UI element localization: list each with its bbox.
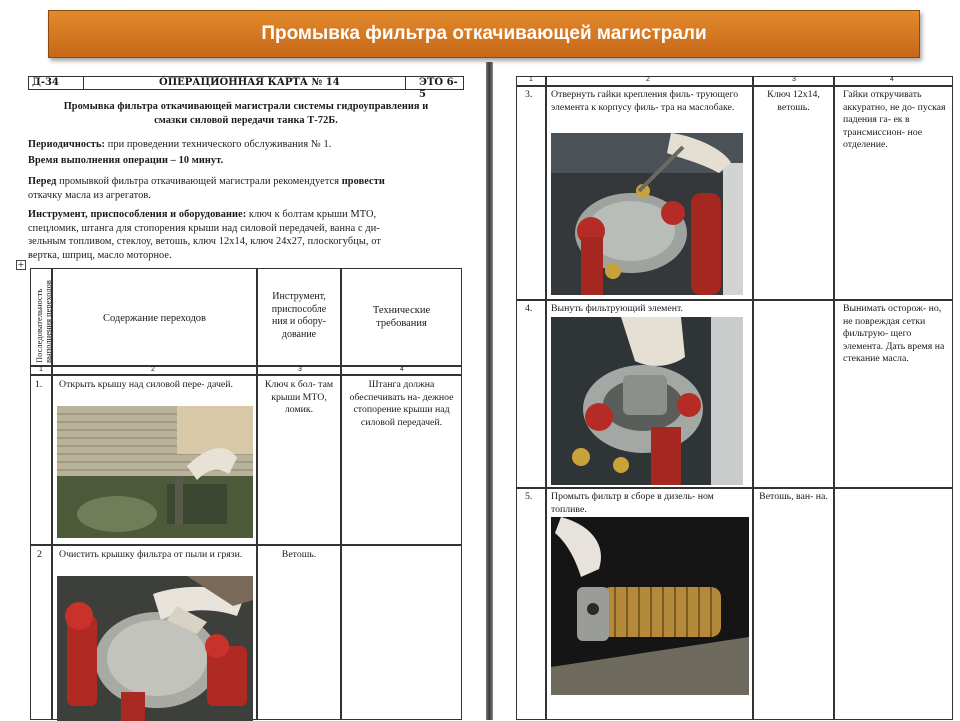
step-requirement: Штанга должна обеспечивать на- дежное стопорение крыши над силовой передачей. bbox=[349, 379, 454, 428]
preparation-note: Перед промывкой фильтра откачивающей магистрали рекомендуется провести откачку масла из агрегатов. bbox=[28, 176, 385, 201]
step-content: Промыть фильтр в сборе в дизель- ном топливе. bbox=[551, 491, 714, 515]
table-row: 2 bbox=[30, 545, 52, 720]
card-header bbox=[28, 76, 464, 100]
step-content: Очистить крышку фильтра от пыли и грязи. bbox=[59, 549, 243, 560]
filter-cover-photo bbox=[57, 576, 253, 721]
operation-card-right bbox=[516, 74, 953, 720]
operation-card-left bbox=[17, 74, 464, 720]
tools-list: Инструмент, приспособления и оборудование: ключ к болтам крыши МТО, спецломик, штанга для стопорения крыши над силовой передачей, ванна с ди- зельным топливом, стеклоу, ветошь, ключ 12x14, ключ 24x27, плоскогубцы, от вертка, шприц, масло моторное. bbox=[28, 209, 381, 261]
step-tool: Ключ к бол- там крыши МТО, ломик. bbox=[264, 379, 334, 415]
table-row: 5. bbox=[516, 488, 546, 720]
steps-table-left bbox=[30, 268, 462, 720]
header-seq: Последовательность выполнения переходов bbox=[30, 268, 52, 366]
col-number: 4 bbox=[890, 76, 894, 83]
step-content: Отвернуть гайки крепления филь- трующего элемента к корпусу филь- тра на маслобаке. bbox=[551, 89, 739, 113]
duration: Время выполнения операции – 10 минут. bbox=[28, 155, 224, 166]
step-requirement: Гайки откручивать аккуратно, не до- пуская падения га- ек в трансмиссион- ное отделение. bbox=[843, 89, 946, 150]
filter-element-removal-photo bbox=[551, 317, 743, 485]
table-row: 1. bbox=[30, 375, 52, 545]
engine-roof-photo bbox=[57, 406, 253, 538]
col-number: 4 bbox=[400, 366, 404, 373]
col-number: 2 bbox=[646, 76, 650, 83]
page-divider bbox=[486, 62, 493, 720]
col-number: 1 bbox=[39, 366, 43, 373]
step-content: Открыть крышу над силовой пере- дачей. bbox=[59, 379, 233, 390]
header-content: Содержание переходов bbox=[52, 268, 257, 366]
header-ref: ЭТО 6-5 bbox=[419, 77, 458, 100]
periodicity: Периодичность: при проведении технического обслуживания № 1. bbox=[28, 139, 332, 150]
col-number: 2 bbox=[151, 366, 155, 373]
table-row: 4. bbox=[516, 300, 546, 488]
card-title: Промывка фильтра откачивающей магистрали системы гидроуправления и смазки силовой передачи танка Т-72Б. bbox=[63, 101, 429, 126]
table-row: 3. bbox=[516, 86, 546, 300]
col-number: 3 bbox=[298, 366, 302, 373]
slide-title: Промывка фильтра откачивающей магистрали bbox=[261, 23, 707, 44]
step-content: Вынуть фильтрующий элемент. bbox=[551, 303, 683, 314]
header-tools: Инструмент, приспособле ния и обору- дование bbox=[257, 268, 341, 366]
filter-nuts-photo bbox=[551, 133, 743, 295]
step-requirement: Вынимать осторож- но, не повреждая сетки фильтрую- щего элемента. Дать время на стекание масла. bbox=[843, 303, 945, 364]
header-title: ОПЕРАЦИОННАЯ КАРТА № 14 bbox=[159, 77, 340, 88]
slide-title-banner bbox=[48, 10, 920, 58]
step-tool: Ветошь. bbox=[281, 549, 317, 560]
header-code: Д-34 bbox=[32, 77, 59, 88]
col-number: 1 bbox=[529, 76, 533, 83]
filter-washing-photo bbox=[551, 517, 749, 695]
table-move-handle[interactable]: + bbox=[17, 260, 25, 269]
header-requirements: Технические требования bbox=[341, 268, 462, 366]
col-number: 3 bbox=[792, 76, 796, 83]
step-tool: Ключ 12x14, ветошь. bbox=[767, 89, 820, 113]
step-tool: Ветошь, ван- на. bbox=[759, 491, 828, 502]
